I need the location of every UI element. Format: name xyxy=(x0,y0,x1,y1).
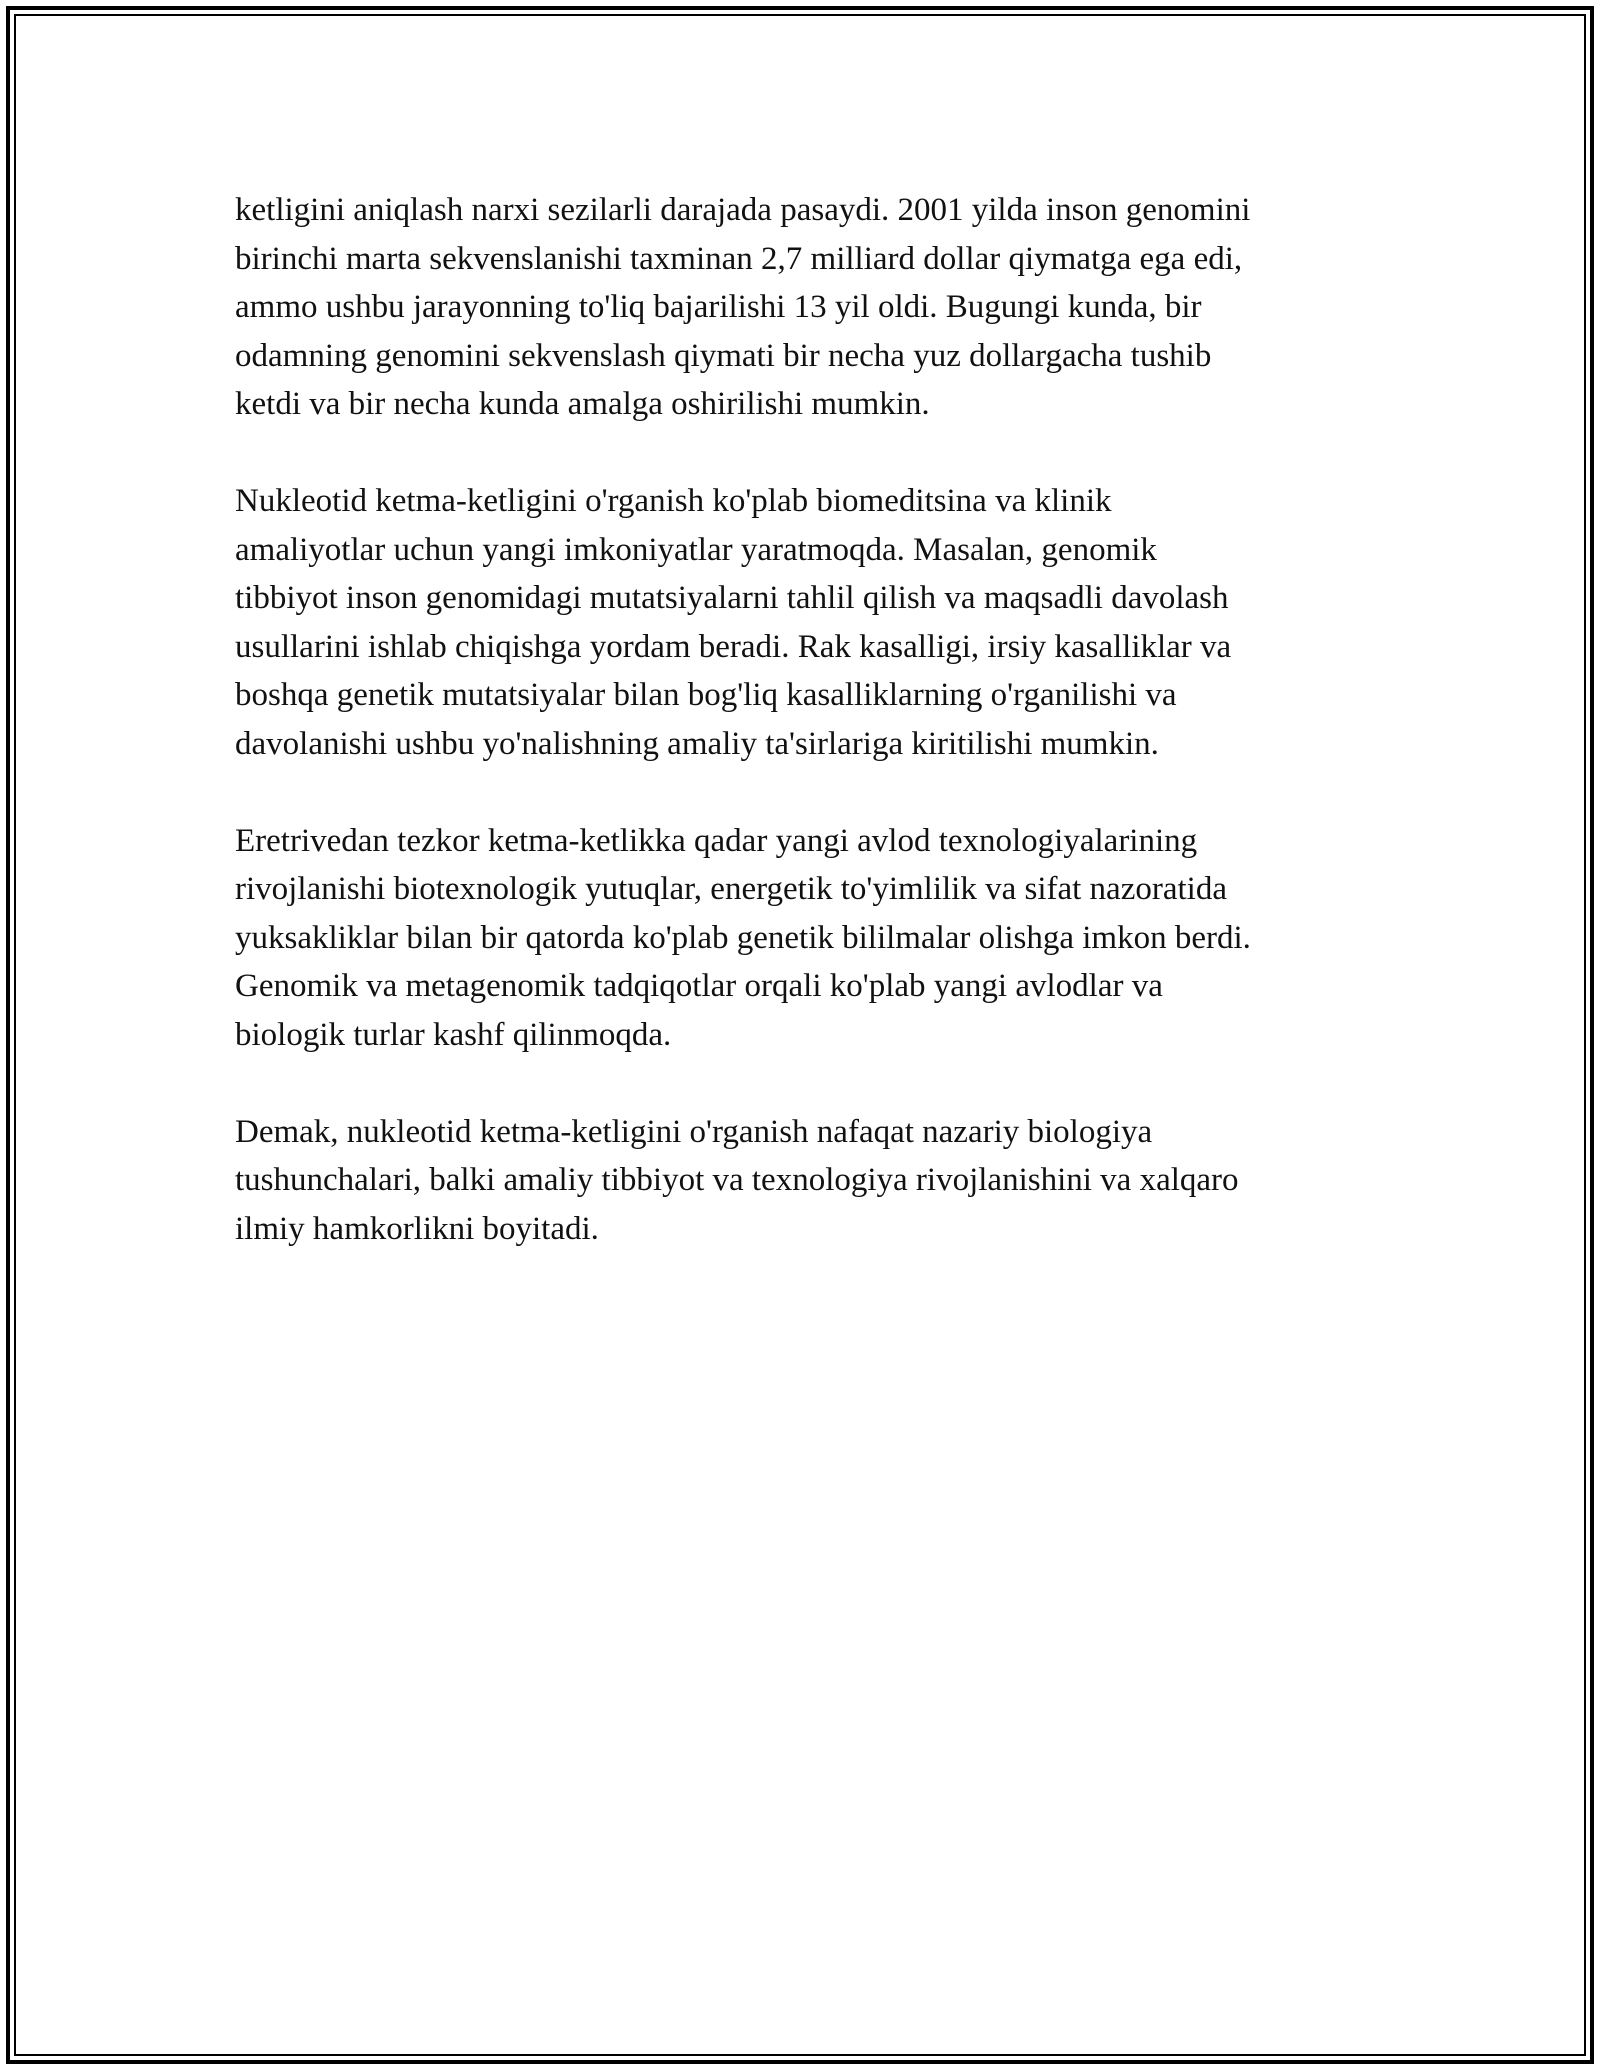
paragraph-4: Demak, nukleotid ketma-ketligini o'rganish nafaqat nazariy biologiya tushunchalari, balki amaliy tibbiyot va texnologiya rivojlanishini va xalqaro ilmiy hamkorlikni boyitadi. xyxy=(235,1113,1239,1247)
paragraph-2: Nukleotid ketma-ketligini o'rganish ko'plab biomeditsina va klinik amaliyotlar uchun yangi imkoniyatlar yaratmoqda. Masalan, genomik tibbiyot inson genomidagi mutatsiyalarni tahlil qilish va maqsadli davolash usullarini ishlab chiqishga yordam beradi. Rak kasalligi, irsiy kasalliklar va boshqa genetik mutatsiyalar bilan bog'liq kasalliklarning o'rganilishi va davolanishi ushbu yo'nalishning amaliy ta'sirlariga kiritilishi mumkin. xyxy=(235,483,1232,762)
paragraph-3: Eretrivedan tezkor ketma-ketlikka qadar yangi avlod texnologiyalarining rivojlanishi biotexnologik yutuqlar, energetik to'yimlilik va sifat nazoratida yuksakliklar bilan bir qatorda ko'plab genetik bililmalar olishga imkon berdi. Genomik va metagenomik tadqiqotlar orqali ko'plab yangi avlodlar va biologik turlar kashf qilinmoqda. xyxy=(235,822,1251,1053)
paragraph-1: ketligini aniqlash narxi sezilarli darajada pasaydi. 2001 yilda inson genomini birinchi marta sekvenslanishi taxminan 2,7 milliard dollar qiymatga ega edi, ammo ushbu jarayonning to'liq bajarilishi 13 yil oldi. Bugungi kunda, bir odamning genomini sekvenslash qiymati bir necha yuz dollargacha tushib ketdi va bir necha kunda amalga oshirilishi mumkin. xyxy=(235,192,1251,422)
document-body xyxy=(235,186,1385,1302)
